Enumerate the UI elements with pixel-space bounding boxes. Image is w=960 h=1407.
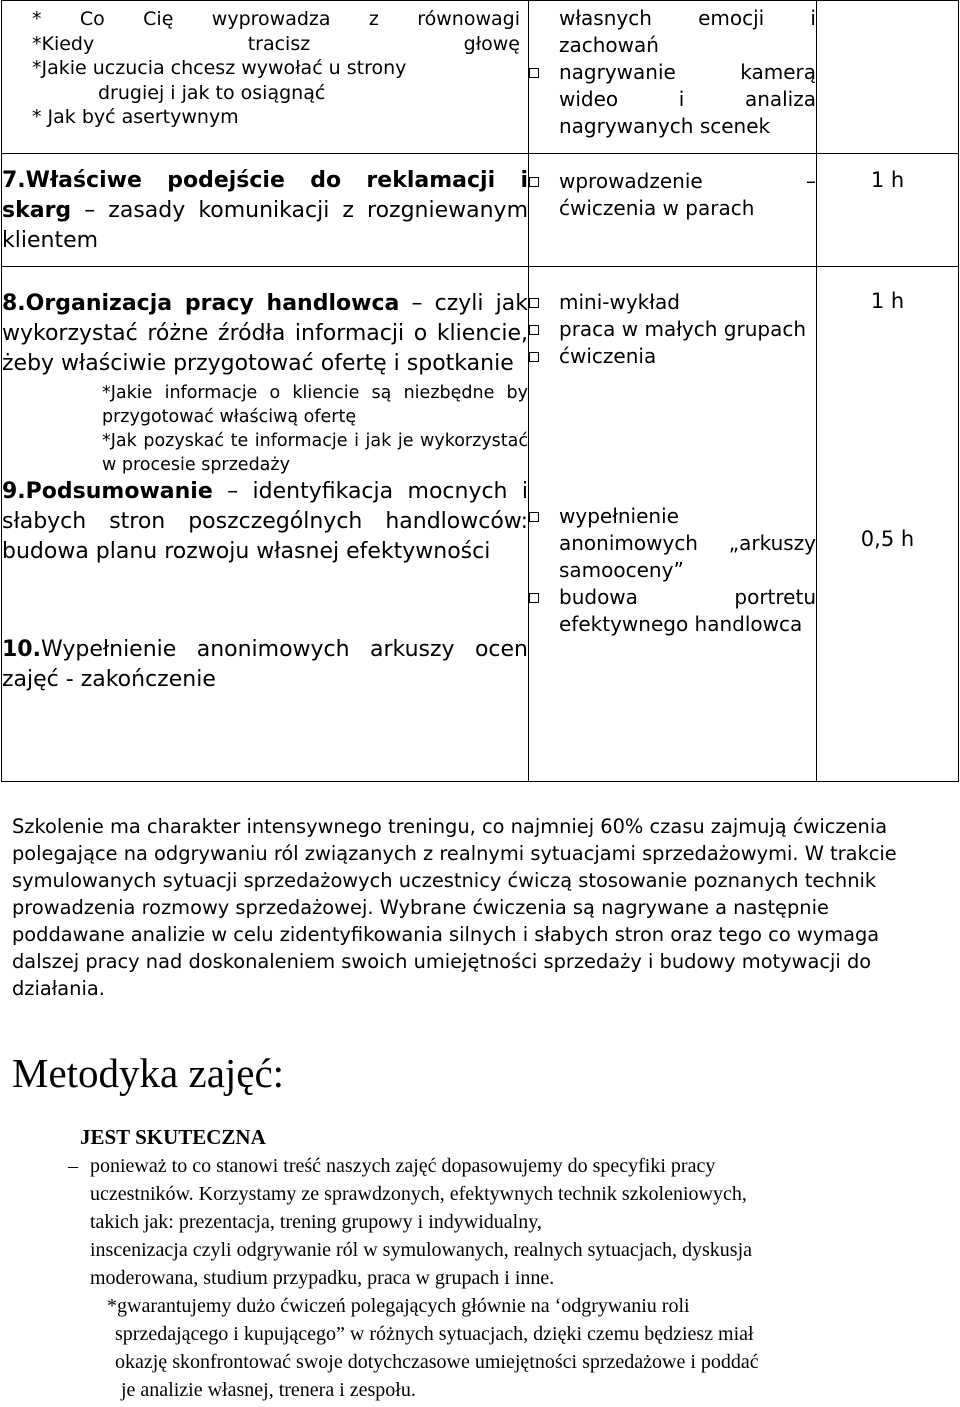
description-paragraph: Szkolenie ma charakter intensywnego treningu, co najmniej 60% czasu zajmują ćwiczenia polegające na odgrywaniu ról związanych z realnymi sytuacjami sprzedażowymi. W trakcie symulowanych sytuacji sprzedażowych uczestnicy ćwiczą stosowanie poznanych technik prowadzenia rozmowy sprzedażowej. Wybrane ćwiczenia są nagrywane a następnie poddawane analizie w celu zidentyfikowania silnych i słabych stron oraz tego co wymaga dalszej pracy nad doskonaleniem swoich umiejętności sprzedaży i budowy motywacji do działania. <box>12 815 897 1000</box>
methods-cell <box>529 267 817 782</box>
square-bullet-icon <box>529 325 539 335</box>
dash-bullet: – <box>68 1155 78 1177</box>
table-row <box>2 154 959 267</box>
text-line: uczestników. Korzystamy ze sprawdzonych, efektywnych technik szkoleniowych, <box>90 1183 747 1205</box>
list-item: praca w małych grupach <box>529 316 816 343</box>
list-item: mini-wykład <box>529 289 816 316</box>
table-row <box>2 267 959 782</box>
list-item: własnych emocji i zachowań <box>559 6 816 57</box>
text-line: takich jak: prezentacja, trening grupowy i indywidualny, <box>90 1211 542 1233</box>
list-item: drugiej i jak to osiągnąć <box>98 81 326 104</box>
list-item: * Co Cię wyprowadza z równowagi <box>32 8 520 30</box>
list-item: ćwiczenia <box>529 343 816 370</box>
text-line: okazję skonfrontować swoje dotychczasowe umiejętności sprzedażowe i poddać <box>115 1351 759 1373</box>
time-value: 1 h <box>870 289 905 313</box>
section-heading: Metodyka zajęć: <box>12 1050 285 1096</box>
methods-cell <box>529 1 817 154</box>
square-bullet-icon <box>529 593 539 603</box>
list-item: *Jak pozyskać te informacje i jak je wykorzystać w procesie sprzedaży <box>102 431 528 475</box>
list-item: budowa portretu efektywnego handlowca <box>529 584 816 638</box>
time-cell <box>817 267 959 782</box>
text-line: inscenizacja czyli odgrywanie ról w symulowanych, realnych sytuacjach, dyskusja <box>90 1239 753 1261</box>
text-line: sprzedającego i kupującego” w różnych sytuacjach, dzięki czemu będziesz miał <box>115 1323 754 1345</box>
list-item: *Kiedy tracisz głowę <box>32 32 520 55</box>
methods-cell <box>529 154 817 267</box>
square-bullet-icon <box>529 512 539 522</box>
text-line: ponieważ to co stanowi treść naszych zajęć dopasowujemy do specyfiki pracy <box>90 1155 716 1177</box>
time-cell: 1 h <box>817 154 959 267</box>
subheading: JEST SKUTECZNA <box>80 1125 266 1149</box>
time-value: 0,5 h <box>860 527 915 551</box>
list-item: nagrywanie kamerą wideo i analiza nagrywanych scenek <box>529 59 816 140</box>
time-cell <box>817 1 959 154</box>
topic-cell <box>2 1 529 154</box>
square-bullet-icon <box>529 68 539 78</box>
program-table <box>1 0 959 782</box>
list-item: wprowadzenie – ćwiczenia w parach <box>529 168 816 222</box>
list-item: *Jakie uczucia chcesz wywołać u strony <box>32 57 407 79</box>
text-line: je analizie własnej, trenera i zespołu. <box>121 1379 416 1401</box>
list-item: * Jak być asertywnym <box>32 106 239 128</box>
topic-cell: 7.Właściwe podejście do reklamacji i skarg – zasady komunikacji z rozgniewanym klientem <box>2 154 529 267</box>
list-item: wypełnienie anonimowych „arkuszy samooceny” <box>529 503 816 584</box>
list-item: *Jakie informacje o kliencie są niezbędne by przygotować właściwą ofertę <box>102 383 528 427</box>
text-line: *gwarantujemy dużo ćwiczeń polegających głównie na ‘odgrywaniu roli <box>107 1295 690 1317</box>
topic-cell: 8.Organizacja pracy handlowca – czyli jak wykorzystać różne źródła informacji o kliencie, żeby właściwie przygotować ofertę i spotkanie *Jakie informacje o kliencie są niezbędne by przygotować właściwą ofertę *Jak pozyskać te informacje i jak je wykorzystać w procesie sprzedaży 9.Podsumowanie – identyfikacja mocnych i słabych stron poszczególnych handlowców: budowa planu rozwoju własnej efektywności 10.Wypełnienie anonimowych arkuszy ocen zajęć - zakończenie <box>2 267 529 782</box>
guarantee-note <box>107 1292 927 1404</box>
square-bullet-icon <box>529 352 539 362</box>
square-bullet-icon <box>529 298 539 308</box>
text-line: moderowana, studium przypadku, praca w grupach i inne. <box>90 1267 555 1289</box>
table-row <box>2 1 959 154</box>
square-bullet-icon <box>529 177 539 187</box>
method-description <box>60 1152 920 1292</box>
